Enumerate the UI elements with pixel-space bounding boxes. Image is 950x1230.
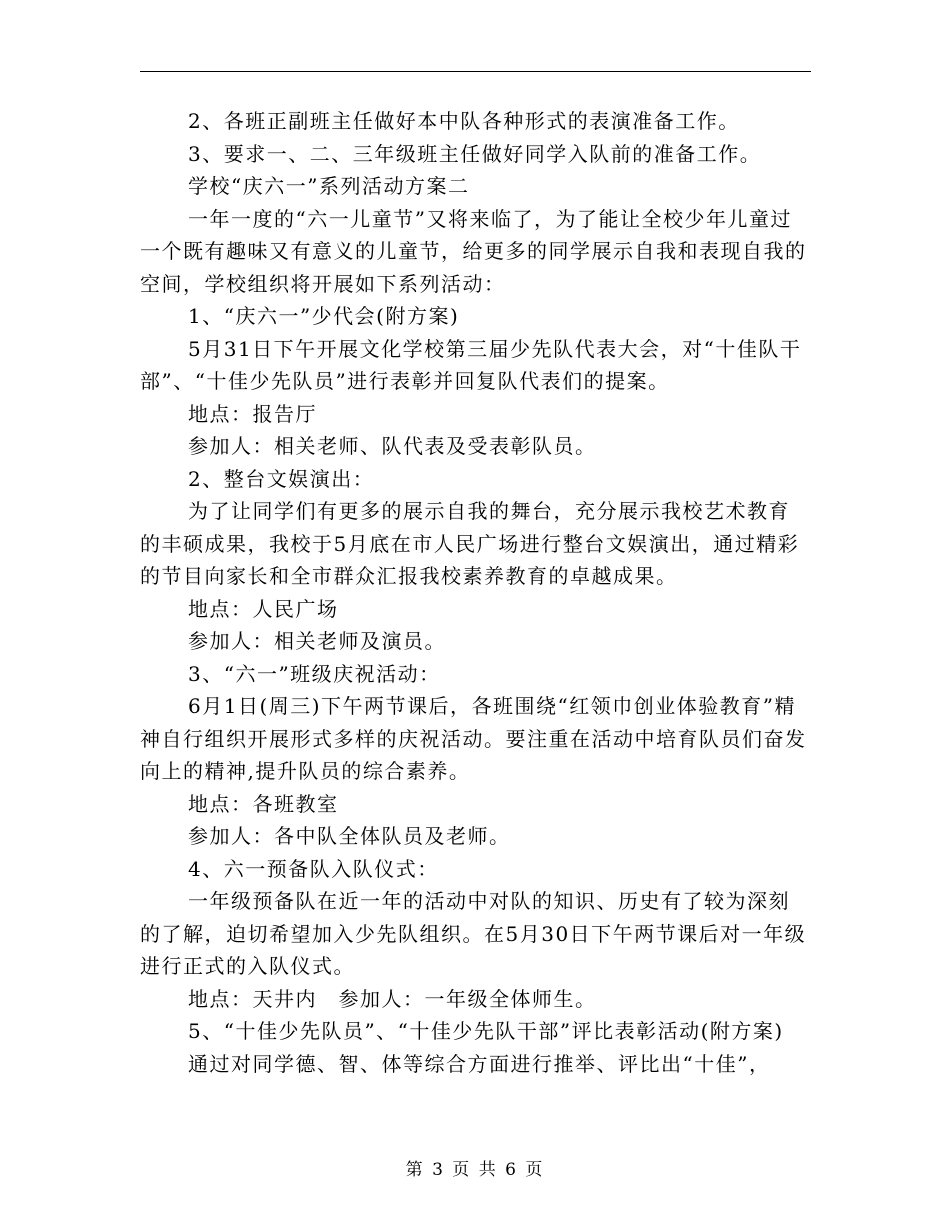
paragraph: 地点：报告厅	[188, 401, 317, 426]
paragraph: 2、各班正副班主任做好本中队各种形式的表演准备工作。	[188, 109, 740, 133]
paragraph: 5月31日下午开展文化学校第三届少先队代表大会，对“十佳队干部”、“十佳少先队员”进行表彰并回复队代表们的提案。	[140, 336, 802, 393]
paragraph: 地点：人民广场	[188, 596, 339, 621]
paragraph: 参加人：相关老师及演员。	[188, 629, 446, 653]
paragraph: 一年级预备队在近一年的活动中对队的知识、历史有了较为深刻的了解，迫切希望加入少先队组织。在5月30日下午两节课后对一年级进行正式的入队仪式。	[140, 889, 807, 978]
paragraph: 一年一度的“六一儿童节”又将来临了，为了能让全校少年儿童过一个既有趣味又有意义的儿童节，给更多的同学展示自我和表现自我的空间，学校组织将开展如下系列活动：	[140, 206, 807, 296]
paragraph: 4、六一预备队入队仪式：	[188, 856, 439, 881]
paragraph: 1、“庆六一”少代会(附方案)	[188, 304, 460, 328]
paragraph: 为了让同学们有更多的展示自我的舞台，充分展示我校艺术教育的丰硕成果，我校于5月底在市人民广场进行整台文娱演出，通过精彩的节目向家长和全市群众汇报我校素养教育的卓越成果。	[140, 499, 800, 588]
paragraph: 地点：各班教室	[188, 791, 339, 816]
page-number: 第 3 页 共 6 页	[405, 1160, 545, 1180]
paragraph: 3、要求一、二、三年级班主任做好同学入队前的准备工作。	[188, 141, 762, 166]
paragraph: 3、“六一”班级庆祝活动：	[188, 661, 441, 686]
paragraph: 6月1日(周三)下午两节课后，各班围绕“红领巾创业体验教育”精神自行组织开展形式多样的庆祝活动。要注重在活动中培育队员们奋发向上的精神,提升队员的综合素养。	[140, 694, 807, 783]
document-body	[140, 105, 811, 1080]
section-title: 学校“庆六一”系列活动方案二	[188, 174, 470, 198]
header-rule	[140, 71, 811, 72]
paragraph: 5、“十佳少先队员”、“十佳少先队干部”评比表彰活动(附方案)	[188, 1019, 784, 1043]
paragraph: 参加人：相关老师、队代表及受表彰队员。	[188, 434, 597, 458]
paragraph: 通过对同学德、智、体等综合方面进行推举、评比出“十佳”，	[188, 1051, 771, 1076]
paragraph: 地点：天井内 参加人：一年级全体师生。	[188, 986, 597, 1011]
paragraph: 参加人：各中队全体队员及老师。	[188, 824, 511, 848]
paragraph: 2、整台文娱演出：	[188, 466, 375, 491]
